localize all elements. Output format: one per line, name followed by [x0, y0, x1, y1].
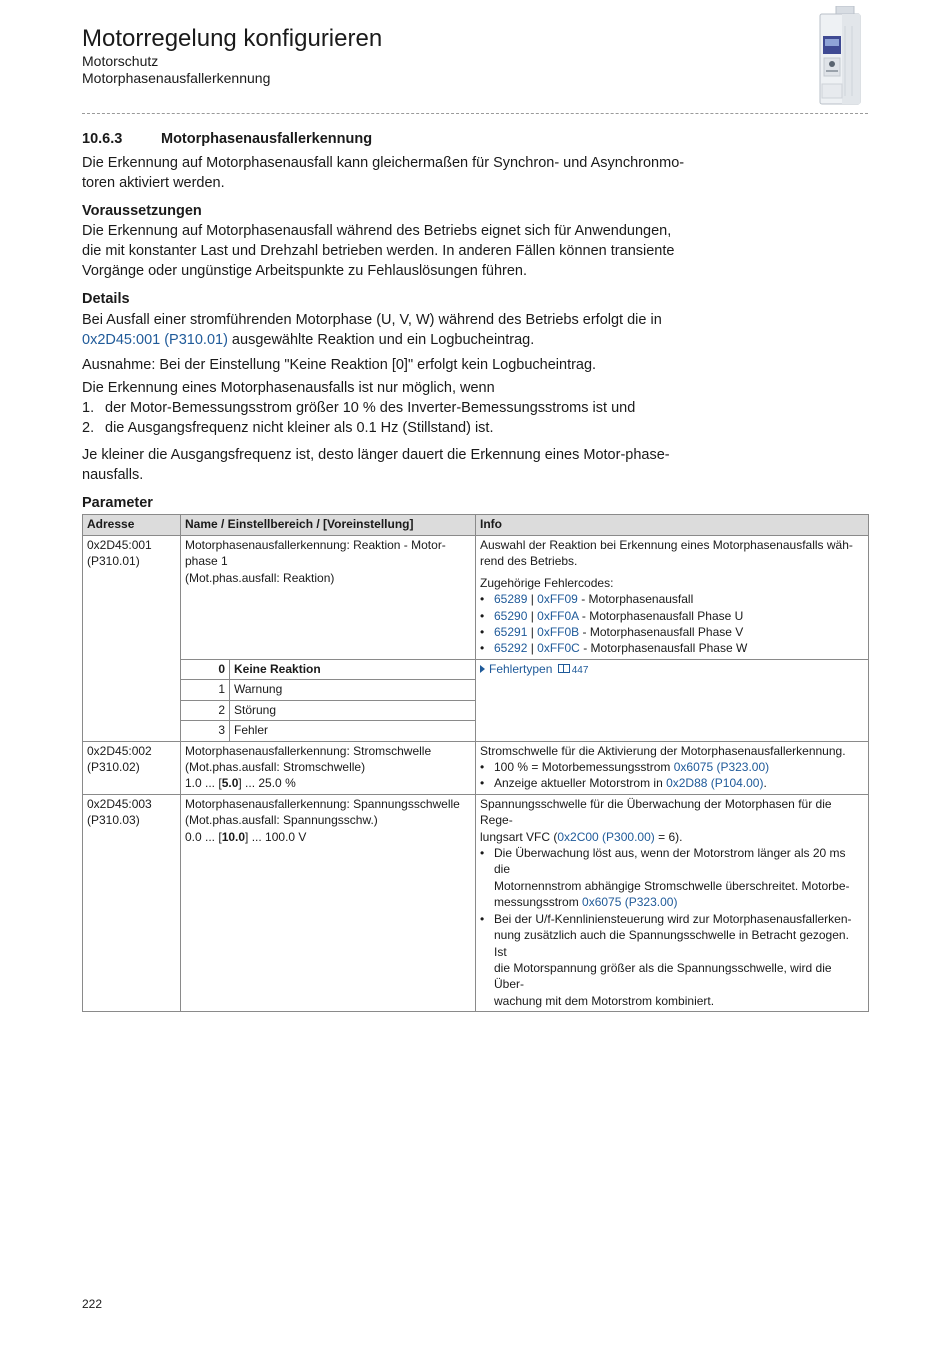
paragraph-line: Vorgänge oder ungünstige Arbeitspunkte zu Fehlauslösungen führen.	[82, 263, 527, 279]
bullet-text: wachung mit dem Motorstrom kombiniert.	[494, 993, 715, 1008]
info-bullet	[480, 845, 864, 911]
details-heading: Details	[82, 291, 130, 307]
info-bullet	[480, 775, 864, 791]
name-line: (Mot.phas.ausfall: Stromschwelle)	[185, 760, 366, 775]
info-text: lungsart VFC (	[480, 829, 558, 844]
list-number: 1.	[82, 400, 95, 416]
voraussetzungen-heading: Voraussetzungen	[82, 203, 202, 219]
arrow-right-icon	[480, 665, 485, 673]
header-divider	[82, 113, 868, 114]
info-line	[480, 829, 864, 845]
bullet-text: .	[763, 776, 767, 791]
link-text: Fehlertypen	[489, 662, 553, 676]
name-cell	[181, 794, 476, 1011]
info-bullet	[480, 911, 864, 1009]
error-code-hex-link[interactable]: 0xFF09	[537, 592, 578, 607]
error-code-hex-link[interactable]: 0xFF0A	[537, 608, 579, 623]
column-header: Name / Einstellbereich / [Voreinstellung]	[181, 515, 476, 536]
column-header: Adresse	[83, 515, 181, 536]
error-code-item: • 65292 | 0xFF0C - Motorphasenausfall Phase W	[480, 640, 864, 656]
address: 0x2D45:003	[87, 796, 152, 811]
section-title: Motorphasenausfallerkennung	[161, 131, 373, 147]
exception-note: Ausnahme: Bei der Einstellung "Keine Reaktion [0]" erfolgt kein Logbucheintrag.	[82, 357, 597, 373]
name-line: (Mot.phas.ausfall: Reaktion)	[185, 570, 335, 585]
info-text: = 6).	[654, 829, 683, 844]
error-code-link[interactable]: 65289	[494, 592, 528, 607]
range-text: ] ... 100.0 V	[245, 829, 307, 844]
parameter-link[interactable]: 0x2D88 (P104.00)	[666, 776, 764, 791]
paragraph-line: die mit konstanter Last und Drehzahl betrieben werden. In anderen Fällen können transiente	[82, 243, 675, 259]
paragraph-line: Je kleiner die Ausgangsfrequenz ist, desto länger dauert die Erkennung eines Motor-phase-	[82, 447, 670, 463]
parameter-table	[82, 514, 869, 1012]
table-row	[83, 794, 869, 1011]
fehlertypen-link[interactable]	[480, 662, 588, 676]
list-number: 2.	[82, 420, 95, 436]
name-cell	[181, 741, 476, 794]
option-label: Keine Reaktion	[230, 660, 476, 680]
range-text: 0.0 ... [	[185, 829, 222, 844]
closing-paragraph	[82, 445, 722, 485]
paragraph-line: Die Erkennung auf Motorphasenausfall während des Betriebs eignet sich für Anwendungen,	[82, 223, 672, 239]
paragraph-line: nausfalls.	[82, 467, 144, 483]
error-code-link[interactable]: 65290	[494, 608, 528, 623]
error-codes-heading: Zugehörige Fehlercodes:	[480, 575, 614, 590]
list-item	[82, 418, 493, 438]
breadcrumb-level-2: Motorphasenausfallerkennung	[82, 70, 271, 86]
paragraph-line	[82, 330, 722, 350]
table-row	[83, 741, 869, 794]
inverter-device-image	[812, 6, 868, 106]
column-header: Info	[476, 515, 869, 536]
parameter-link[interactable]: 0x6075 (P323.00)	[673, 760, 770, 775]
intro-paragraph	[82, 153, 722, 193]
info-line: Stromschwelle für die Aktivierung der Motorphasenausfallerkennung.	[480, 743, 846, 758]
table-row	[83, 536, 869, 660]
error-code-link[interactable]: 65291	[494, 625, 528, 640]
name-line: (Mot.phas.ausfall: Spannungsschw.)	[185, 813, 378, 828]
name-cell	[181, 536, 476, 660]
bullet-text: • Bei der U/f-Kennliniensteuerung wird zur Motorphasenausfallerken-	[494, 911, 852, 926]
info-line: Spannungsschwelle für die Überwachung der Motorphasen für die Rege-	[480, 796, 832, 828]
info-cell	[476, 741, 869, 794]
parameter-link[interactable]: 0x6075 (P323.00)	[582, 895, 678, 910]
list-item	[82, 398, 635, 418]
option-label: Warnung	[230, 680, 476, 700]
option-value: 1	[181, 680, 230, 700]
bullet-text: Motornennstrom abhängige Stromschwelle überschreitet. Motorbe-	[494, 878, 850, 893]
name-line: Motorphasenausfallerkennung: Spannungsschwelle	[185, 796, 460, 811]
bullet-text: nung zusätzlich auch die Spannungsschwelle in Betracht gezogen. Ist	[494, 928, 849, 959]
bullet-text: Anzeige aktueller Motorstrom in	[494, 776, 667, 791]
book-icon	[558, 664, 570, 673]
intro-line: toren aktiviert werden.	[82, 175, 225, 191]
range-line	[185, 829, 471, 845]
error-code-hex-link[interactable]: 0xFF0B	[537, 625, 580, 640]
bullet-text: messungsstrom	[494, 895, 583, 910]
name-line: Motorphasenausfallerkennung: Stromschwelle	[185, 743, 432, 758]
address-cell	[83, 741, 181, 794]
info-cell	[476, 536, 869, 660]
range-text: ] ... 25.0 %	[238, 776, 296, 791]
bullet-text: 100 % = Motorbemessungsstrom	[494, 760, 674, 775]
default-value: 10.0	[221, 829, 246, 844]
chapter-title: Motorregelung konfigurieren	[82, 25, 383, 52]
error-code-text: - Motorphasenausfall Phase W	[579, 641, 748, 656]
page-number: 222	[82, 1297, 103, 1311]
option-value: 0	[181, 660, 230, 680]
option-label: Störung	[230, 700, 476, 720]
address: 0x2D45:001	[87, 538, 152, 552]
name-line: phase 1	[185, 554, 228, 569]
option-label: Fehler	[230, 721, 476, 741]
info-line: rend des Betriebs.	[480, 554, 578, 569]
address-cell	[83, 794, 181, 1011]
page-reference: 447	[571, 665, 589, 676]
error-code-text: - Motorphasenausfall	[577, 592, 694, 607]
name-line: Motorphasenausfallerkennung: Reaktion - Motor-	[185, 538, 446, 552]
range-text: 1.0 ... [	[185, 776, 222, 791]
parameter-link[interactable]: 0x2C00 (P300.00)	[557, 829, 655, 844]
section-number: 10.6.3	[82, 131, 123, 147]
list-text: die Ausgangsfrequenz nicht kleiner als 0.1 Hz (Stillstand) ist.	[105, 420, 494, 436]
bullet-text: • Die Überwachung löst aus, wenn der Motorstrom länger als 20 ms die	[494, 846, 846, 877]
error-code-text: - Motorphasenausfall Phase U	[578, 608, 744, 623]
list-text: der Motor-Bemessungsstrom größer 10 % des Inverter-Bemessungsstroms ist und	[105, 400, 636, 416]
option-value: 2	[181, 700, 230, 720]
error-code-link[interactable]: 65292	[494, 641, 528, 656]
bullet-text: die Motorspannung größer als die Spannungsschwelle, wird die Über-	[494, 960, 832, 992]
paragraph-text: ausgewählte Reaktion und ein Logbucheintrag.	[227, 332, 535, 348]
details-paragraph	[82, 310, 722, 350]
info-bullet	[480, 759, 864, 775]
option-row	[83, 660, 869, 680]
error-code-item: • 65290 | 0xFF0A - Motorphasenausfall Phase U	[480, 608, 864, 624]
parameter-link[interactable]: 0x2D45:001 (P310.01)	[82, 332, 228, 348]
address-code: (P310.03)	[87, 813, 140, 828]
breadcrumb-level-1: Motorschutz	[82, 53, 159, 69]
bullet-text	[494, 894, 864, 910]
info-cell	[476, 794, 869, 1011]
paragraph-line: Bei Ausfall einer stromführenden Motorphase (U, V, W) während des Betriebs erfolgt die in	[82, 312, 662, 328]
address-cell	[83, 536, 181, 742]
address-code: (P310.02)	[87, 760, 140, 775]
error-code-item: • 65289 | 0xFF09 - Motorphasenausfall	[480, 591, 864, 607]
voraussetzungen-paragraph	[82, 221, 722, 281]
range-line	[185, 775, 471, 791]
info-cell-link	[476, 660, 869, 742]
address: 0x2D45:002	[87, 743, 152, 758]
default-value: 5.0	[221, 776, 239, 791]
intro-line: Die Erkennung auf Motorphasenausfall kann gleichermaßen für Synchron- und Asynchronmo-	[82, 155, 685, 171]
error-code-text: - Motorphasenausfall Phase V	[579, 625, 744, 640]
error-code-hex-link[interactable]: 0xFF0C	[537, 641, 580, 656]
error-code-item: • 65291 | 0xFF0B - Motorphasenausfall Phase V	[480, 624, 864, 640]
option-value: 3	[181, 721, 230, 741]
table-header-row	[83, 515, 869, 536]
address-code: (P310.01)	[87, 554, 140, 569]
info-line: Auswahl der Reaktion bei Erkennung eines Motorphasenausfalls wäh-	[480, 538, 853, 552]
condition-intro: Die Erkennung eines Motorphasenausfalls ist nur möglich, wenn	[82, 380, 495, 396]
parameter-heading: Parameter	[82, 495, 153, 511]
